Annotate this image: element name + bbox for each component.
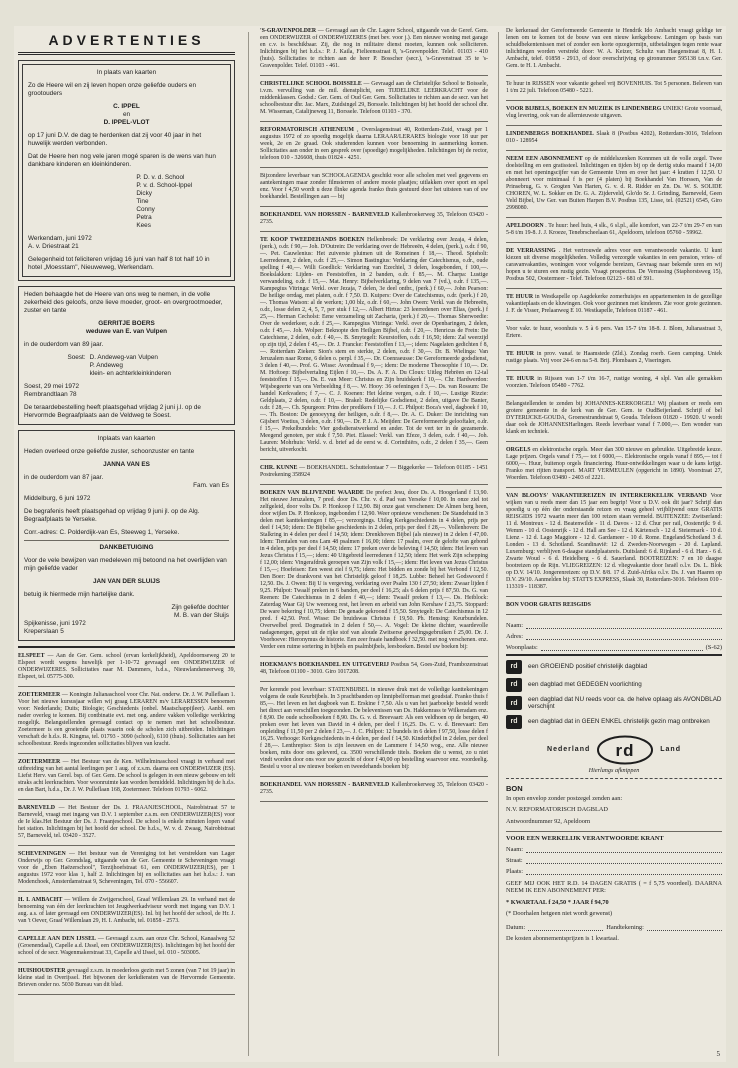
classified-ad (260, 79, 488, 118)
name-field[interactable] (526, 622, 722, 629)
classified-ad (260, 685, 488, 773)
ad-divider (506, 217, 722, 218)
ad-heading: VOOR BIJBELS, BOEKEN EN MUZIEK IS LINDENBERG (506, 106, 662, 112)
coupon-offer: GEEF MIJ OOK HET R.D. 14 DAGEN GRATIS ( = f 5,75 voordeel). DAARNA NEEM IK EEN ABONNEMENT PER: (506, 879, 722, 895)
classified-ad (18, 934, 235, 959)
rd-emblem-icon (596, 735, 654, 765)
page-number: 5 (716, 1050, 720, 1058)
ad-heading: APELDOORN (506, 223, 544, 229)
notice-text: Heden overleed onze geliefde zuster, schoonzuster en tante (24, 448, 195, 455)
coupon-title: BON (506, 783, 523, 793)
city-field[interactable] (541, 644, 703, 651)
ad-text: in Westkapelle op Aagdekerke zomerhuisjes en appartementen in de gezellige vakantieplaats en de kluwingen. Ook voor gezinnen met kinderen. Zie voor grote gezinnen. J. F. de Visser, Prelaanweg E 10. Westkapelle, Telefoon 01187 - 461. (506, 294, 722, 314)
ad-divider (260, 167, 488, 168)
logo-left-text: Nederland (547, 746, 591, 754)
classified-list (18, 651, 235, 995)
form-label: Handtekening: (606, 923, 644, 931)
family-name: Tine (136, 198, 149, 205)
ad-text: — Het Bestuur der Ds. J. FRAANJESCHOOL, Nairobistraat 57 te Barneveld, vraagt met ingang van D.V. 1 september z.s.m. een ONDERWIJZER(ES) voor de Ie klas.Het Bestuur der Ds. J. Fraanjeschool. De school is enkele minuten lopen vanaf het station. Inlichtingen bij het hoofd der school. De h.d.s., W. v. d. Zwaag, Nairobistraat 57, Barneveld, tel. 03420 - 3527. (18, 805, 235, 839)
notice-address: Rembrandtlaan 78 (24, 391, 77, 398)
notice-text: De teraardebestelling heeft plaatsgehad vrijdag 2 juni j.l. op de Hervormde Begraafplaats aan de Veldweg te Soest. (24, 404, 201, 419)
ad-divider (506, 441, 722, 442)
ad-divider (18, 845, 235, 846)
ad-divider (506, 614, 722, 615)
rd-logo-icon: rd (506, 715, 522, 729)
family-name: P. v. d. School-Ippel (136, 182, 193, 189)
ad-divider (260, 121, 488, 122)
notice-place: Spijkenisse, juni 1972 (24, 620, 86, 627)
coupon-name-field[interactable] (526, 846, 722, 853)
form-code: (S-62) (705, 644, 722, 651)
ad-text: — Gevraagd aan de Chr. Lagere School, uitgaande van de Geref. Gem. een ONDERWIJZER of ONDERWIJZERES (met bev. voor j.). Een nieuwe woning met garage en c.v. is beschikbaar. Zij, die nog in militaire dienst moeten, kunnen ook solliciteren. Inlichtingen bij het h.d.s.: P. J. Kaila, Fielieensstraat 8, 's-Gravenpolder. Telef. 01103 - 410 (huis). Sollicitaties te richten aan de heer P. Bosscher (secr.), 's-Gravenstraat 35 te 's-Gravenpolder. Telef. 01103 - 461. (260, 28, 488, 69)
ad-divider (506, 596, 722, 597)
ad-divider (506, 125, 722, 126)
classified-ad (260, 26, 488, 72)
ad-text: — Willem de Zwijgerschool, Graaf Willemlaan 29. In verband met de benoeming van één der leerkrachten tot Jeugdwerkadviseur wordt met ingang van D.V. 1 aug. a.s. of later gevraagd een ONDERWIJZER(ES). Inl. bij het hoofd der school, de Hr. J. van 't Oever, Graaf Willemlaan 29, H. I. Ambacht, tel. 01858 - 2573. (18, 897, 235, 924)
ad-heading: NEEM EEN ABONNEMENT (506, 156, 583, 162)
notice-address: Corr.-adres: C. Polderdijk-van Es, Steeweg 1, Yerseke. (24, 529, 180, 536)
ad-heading: CHR. KUNNE (260, 465, 298, 471)
column-rule (248, 32, 249, 1056)
ad-heading: SCHEVENINGEN (18, 851, 66, 857)
notice-text: Gelegenheid tot feliciteren vrijdag 16 juni van half 8 tot half 10 in hotel „Moesstam", Nieuweweg, Werkendam. (28, 256, 210, 271)
form-label: Naam: (506, 622, 524, 629)
classified-ad (506, 349, 722, 367)
classified-ad (260, 463, 488, 481)
coupon-note: (* Doorhalen hetgeen niet wordt gewenst) (506, 910, 613, 918)
notice-intro: Inplaats van kaarten (97, 435, 156, 442)
ad-heading: TE HUUR (506, 351, 535, 357)
notice-text: De begrafenis heeft plaatsgehad op vrijdag 9 juni jl. op de Alg. Begraafplaats te Yerseke. (24, 508, 200, 523)
ad-divider (506, 150, 722, 151)
ad-divider (506, 370, 722, 371)
ad-text: in prov. vanaf. te Haamstede (Zld.). Zondag roerb. Geen camping. Uniek rustige plaats. Vrij voor 24-6 en na 5-8. Brij. Plombaars 2, Viseringen. (506, 351, 722, 364)
ad-heading: BOEKEN VAN BLIJVENDE WAARDE (260, 490, 364, 496)
classified-ad (506, 129, 722, 147)
form-label: Adres: (506, 633, 524, 640)
ad-heading: ORGELS (506, 447, 531, 453)
coupon-signature-field[interactable] (647, 924, 722, 931)
ad-heading: DE VERRASSING (506, 248, 556, 254)
coupon-line: Antwoordnummer 92, Apeldoorn (506, 818, 591, 825)
notice-text: Voor de vele bewijzen van medeleven mij betoond na het overlijden van mijn geliefde vader (24, 557, 227, 572)
ad-divider (260, 656, 488, 657)
form-label: Datum: (506, 923, 526, 931)
ad-divider (260, 776, 488, 777)
classified-ad (260, 171, 488, 203)
family-name: klein- en achterkleinkinderen (89, 370, 171, 377)
reisgids-form (506, 618, 722, 651)
column-2 (260, 26, 488, 805)
ad-divider (506, 345, 722, 346)
ad-text: gevraagd z.s.m. in moederloos gezin met 5 zonen (van 7 tot 19 jaar) in kleine stad in Overijssel. Het bijwonen der kerkdiensten van de Hervormde Gemeente. Brieven onder no. 5030 Bureau van dit blad. (18, 968, 235, 988)
newspaper-page (14, 26, 726, 1062)
ad-heading: CHRISTELIJKE SCHOOL BOISSELE (260, 81, 362, 87)
classified-ad (260, 488, 488, 653)
ad-heading: BON VOOR GRATIS REISGIDS (506, 602, 591, 608)
ad-divider (506, 242, 722, 243)
ad-heading: REFORMATORISCH ATHENEUM (260, 127, 354, 133)
classified-ad (18, 895, 235, 927)
notice-text: en (122, 111, 131, 118)
classified-ad (18, 757, 235, 796)
ad-text: — Gevraagd z.s.m. aan onze Chr. School, Kanaalweg 52 (Groenendaal), Capelle a.d. IJssel, een ONDERWIJZER(ES). Inlichtingen bij het hoofd der school of de secr. Wagenmakerstraat 33, Capelle a/d IJssel, tel. 010 - 503005. (18, 936, 235, 956)
form-label: Naam: (506, 845, 524, 853)
notice-name: JANNA VAN ES (103, 461, 150, 468)
family-name: Conny (136, 206, 155, 213)
ad-divider (506, 100, 722, 101)
ad-text: UNIEK! Grote voorraad, vlug levering, ook van de allernieuwste uitgaven. (506, 106, 722, 119)
rd-logo-icon: rd (506, 660, 522, 674)
classified-ad (506, 399, 722, 438)
ad-text: Kallenbroekerweg 35, Telefoon 03420 - 2735. (260, 782, 488, 795)
notice-signature: M. B. van der Sluijs (173, 612, 229, 619)
ad-text: , Overslagenstraat 40, Rotterdam-Zuid, vraagt per 1 augustus 1972 of zo spoedig mogelijk daarna LERAAR/LERARES biologie voor 18 uur per week, 2e en 2e graad. Ook studerenden kunnen voor benoeming in aanmerking komen. Sollicitaties aan onder in een gesprek over (spoedige) mogelijkheden. Inlichtingen bij de rector, telefoon 010 - 326608, thuis 01824 - 4251. (260, 127, 488, 161)
ad-text: De kerkeraad der Gereformeerde Gemeente te Hendrik Ido Ambacht vraagt geldige ter lenen om te komen tot de bouw van een nieuw kerkgebouw. Leningen op basis van schuldbekentenissen met of zonder een korte opzegtermijn, uitbetalingen tegen rente waar inlichtingen worden verstrekt door: W. A. Keizer, Schultz van Haegenstraat 8, H. I. Ambacht, telef. 01858 - 2913, of door overschrijving op gironummer 595138 t.n.v. Ger. Gem. te H. I. Ambacht. (506, 28, 722, 69)
ad-text: Te huur in RIJSSEN voor vakantie geheel vrij BOVENHUIS. Tot 5 personen. Beleven van 1 t/m 22 juli. Telefoon 05480 - 5221. (506, 81, 722, 94)
ad-heading: ELSPEET (18, 653, 45, 659)
ad-divider (260, 75, 488, 76)
ad-heading: TE HUUR (506, 294, 534, 300)
coupon-options[interactable]: * KWARTAAL f 24,50 * JAAR f 94,70 (506, 898, 609, 906)
notice-name: GERRITJE BOERS (98, 320, 155, 327)
ad-divider (260, 206, 488, 207)
rd-promo-text: een dagblad met GEDEGEN voorlichting (528, 681, 642, 689)
notice-address: Kreperslaan 5 (24, 628, 64, 635)
ad-text: Belangstellenden te zenden bij JOHANNES-KERKORGEL! Wij plaatsen er reeds een grotere gemeente in de kerk van de Ger. Gem. te OudBeijerland. Schrijf of bel DYTERIJCKE-GOUDA, Groenestrandstraat 9, Gouda. Telefoon 01820 - 19920. U wordt daar ook de JOHANNESHarlingen. Reeds leverbaar vanaf f 7.000,—. Een wonder van klank en techniek. (506, 401, 722, 435)
coupon-line: N.V. REFORMATORISCH DAGBLAD (506, 806, 608, 814)
notice-signature: Zijn geliefde dochter (171, 604, 229, 611)
ad-heading: BOEKHANDEL VAN HORSSEN - BARNEVELD (260, 782, 390, 788)
form-label: Straat: (506, 856, 523, 864)
notice-text: Heden behaagde het de Heere van ons weg te nemen, in de volle zekerheid des geloofs, onze lieve moeder, groot- en overgrootmoeder, zuster en tante (24, 291, 223, 314)
ad-text: Kallenbroekerweg 35, Telefoon 03420 - 2735. (260, 212, 488, 225)
ad-divider (506, 395, 722, 396)
ad-text: in Rijssen van 1-7 t/m 16-7, rustige woning, 4 slpl. Van alle gemakken voorzien. Telefoon 05480 - 7762. (506, 376, 722, 389)
ad-divider (506, 288, 722, 289)
notice-label: Soest: (67, 354, 86, 361)
family-name: Petra (136, 214, 152, 221)
coupon-date-field[interactable] (528, 924, 603, 931)
ad-heading: LINDENBERGS BOEKHANDEL (506, 131, 594, 137)
rd-logo (506, 735, 722, 765)
ad-text: — Koningin Julianaschool voor Chr. Nat. onderw. Dr. J. W. Pulleflaan 1. Voor het nieuwe kursusjaar willen wij graag LERAREN m/v LERARESSEN benoemen voor: Nederlands; Duits; Biologie; Geschiedenis (onbel. Maatschappijleer). Aanbl. een nader overleg te komen. Bij contbinatie evt. met ong. andere vakken volledige werkkring mogelijk. Belangstellenden gevraagd contact op te nemen met het schoolbestuur. Zoetermeer is een groeiende plaats waarin ook de scholen zich uitbreiden. Inlichtingen verschaft de h.d.s. R. Kingma, tel. 01793 - 3090 (school), 6110 (thuis). Sollicitaties aan het schoolbestuur. Reeds ingezonden sollicitaties blijven van kracht. (18, 692, 235, 747)
ad-text: Voor wijken van u reeds meer dan 15 jaar een begrip! Voor u D.V. ook dit jaar? Schrijf dan spoedig u op één der onderstaande reizen en vraag geheel vrijblijvend onze GRATIS REISGIDS 1972 waarin meer dan 100 reizen staan vermeld. BUITENZEE: Zwitserland: 11 d. Montreux - 12 d. Beatenwilde - 11 d. Davos - 12 d. Chur per rail, Oostenrijk: 9 d. Wemm - 10 d. Oostenrijk - 12 d. Hall am See - 12 d. Kärtensch - 12 d. Steiermark - 10 d. Lienz - 12 d. Lago Maggiore - 12 d. Gardameer - 10 d. Rome. Engeland/Schotland 3 d. Londen - 13 d. Schotland. Scandinavië: 12 d. Zweden-Noorwegen - 20 d. Lapland. Luxemburg: verblijven 6-daagse standplaatsreis. Duitsland: 6 d. Rijnland - 6 d. Harz - 6 d. Zwarte Woud - 6 d. Heidelberg - 6 d. Sauerland. BOOTREIZEN: 7 en 10 daagse bootreizen op de Rijn. VLIEGREIZEN: 12 d. vliegvakantie door Israël o.l.v. Ds. L. Blok op D.V. 14/10. Jongerenreizen: op D.V. 8/8. 17 d. Zuid-Afrika o.l.v. Ds. J. van Haaren op D.V. 29/10. Aanmelden bij: STATTS EXPRESS, Slaak 30, Rotterdam-3016. Telefoon 010 - 113319 - 118387. (506, 493, 722, 590)
classified-ad (506, 154, 722, 214)
rd-promo-text: een dagblad dat in GEEN ENKEL christelijk gezin mag ontbreken (528, 718, 710, 726)
rd-promo (506, 660, 722, 774)
ad-text: en elektronische orgels. Meer dan 300 nieuwe en gebruikte. Uitgebreide keuze. Lage prijzen. Orgels vanaf f 75,— tot f 6000,—. Elektronische orgels vanaf f 895,— tot f 6000,—. Huur, buitenop orgels financiering. Huur-ontwikkelingen waar u de kans krijgt. Franko met rijtten transport. MART VERMEULEN (opgericht in 1890). Voorstraat 27, Woerden. Telefoon 03480 - 2403 of 2221. (506, 447, 722, 481)
classified-ad (506, 292, 722, 317)
subscription-coupon (506, 784, 722, 945)
ad-heading: HUISHOUDSTER (18, 968, 66, 974)
cut-line-caption: Hierlangs afknippen (588, 766, 640, 774)
section-masthead: ADVERTENTIES (18, 26, 235, 55)
family-name: Dicky (136, 190, 152, 197)
notice-place: Soest, 29 mei 1972 (24, 383, 80, 390)
notice-text: op 17 juni D.V. de dag te herdenken dat zij voor 40 jaar in het huwelijk werden verbonden. (28, 132, 202, 147)
ad-heading: 'S-GRAVENPOLDER (260, 28, 317, 34)
classified-list (260, 26, 488, 802)
notice-place: Middelburg, 6 juni 1972 (24, 495, 91, 502)
ad-text: De prefect Jesu, door Ds. A. Hoogerland f 13,90. Het nieuwe Jeruzalem, 7 pred. door Ds. Chr. v. d. Pad van Yerseke f 10,00. In onze ziel tot zelfgeleid, door volts Ds. P. Honkoop f 12,90. Bij onze gast verschenen: De Almen berg heen, door wijlen Ds. P. Honkoop, ingebonden f 12,90. Weer opnieuw verschenen: De Standehuid in 3 delen met kanttekeningen f 85,—; verzorgings. Uitleg Kerkgeschiedenis in 4 delen, prijs per deel f 14,50; idem: De Bijbelse geschiedenis in 2 delen, prijs per deel f 28,—. Vollenhoven: De Stalkring in 4 delen per deel f 14,50; idem: Drenkhoven Bijbel (als nieuwe) in 2 delen f 47,00. Idem: Tientalen van ons Lam 48 psalmen f 16,00; idem: 17 psalm, over de gelofte van gebond in 4 delen, prijs per deel f 14,50; idem: 17 preken over de beleving f 14,50; idem: Het leven van Jezus Christus f 15,—; idem: 40 Uitgebreid leerredenen f 12,50; idem: Het werk Zijn schepping f 12,00; idem: Vingerafdruk geroepen van Zijn volk f 15,—; idem: Het leven van Jezus Christus f 15,—; Hoefeisen: Een weest ziel f 9,75; idem: Het bidden en zonde bij het Verbond f 12,50. Den Boer: De drankvorst van het Christelijk geloof f 18,25. Lubbe: Beheel het Godswoord f 12,50. Ds. J. Owen: Bij U is vergeving, verklaring over Psalm 130 f 27,50; idem: Zwaar lijden f 9,25. Philpot: Twaalf preken in 6 banden, per deel f 16,25; als 6 delen prijs f 87,50. Ds. G. van Reenen: De Catechismus in 2 delen f 40,—; idem: Twaalf preken f 13,—. Ds. Heiblock: Zaterdag Waar Gij Uw weenoeg rest, het leven en arbeid van John Kershaw f 23,75. Stoppard: De ware bekering f 10,75; idem: De genade gekroond f 15,50. Smytegelt: De Catechismus in 12 pred. f 42,50. Prof. Wisse: De bruidswas Christus f 19,50. Ph. Hensing: Keurbundelen. Overwelbel pred. Dogmatiek in 2 delen f 50,—. A. Vogel: De kleine dichter, waardevolle nadagenergen, geput uit de rijke stof van aloude Zwitserse gewelingsgebruiken f 25,00. Dr. J. Voorhoeve: Hieronymus de historie. Een zeer fraaie handboek f 32,50. met nog verschenen. enz. Verder een ruime sortering in bijbels en psalmbijbels, leesboeken. Bestel uw boeken bij: (260, 490, 488, 650)
classified-ad (506, 600, 722, 611)
notice-van-es (18, 430, 235, 641)
classified-ad (260, 235, 488, 456)
classified-ad (260, 660, 488, 678)
ad-text: Postbus 54, Goes-Zuid, Frambozenstraat 48, Telefoon 01100 - 3010. Giro 1017208. (260, 662, 488, 675)
ad-divider (18, 891, 235, 892)
ad-divider (260, 459, 488, 460)
ad-divider (18, 930, 235, 931)
classified-ad (260, 210, 488, 228)
classified-ad (260, 125, 488, 164)
ad-heading: H. I. AMBACHT (18, 897, 63, 903)
rd-logo-icon: rd (506, 696, 522, 710)
column-rule (498, 32, 499, 1056)
ad-heading: BARNEVELD (18, 805, 55, 811)
notice-title: DANKBETUIGING (99, 544, 154, 551)
coupon-line: In open envelop zonder postzegel zenden aan: (506, 794, 623, 802)
coupon-city-field[interactable] (526, 868, 722, 875)
family-name: P. D. v. d. School (136, 174, 185, 181)
ad-divider (506, 320, 722, 321)
notice-text: Dat de Heere hen nog vele jaren mogé sparen is de wens van hun dankbare kinderen en kleinkinderen. (28, 153, 216, 168)
ad-text: op de middelszenken Konnmen uit de volle zegel. Twee doelstelling en een gratissteel. Inlichtingen en tijden bij op de dertig stuks maand f 14,00 en met het openingscijfer van de Gemeente Uren en over het jaar: 4 kratten f 12,50. U abonneert voor minimaal f is per (4 platen) bij Boekhandel Van Horssen, Van de Prinsebrug, G. v. Grogten Van Harten, G. v. d. R. Ridder en Zn. Ds. W. S. SOLIDE CHOREN, W. L. Sokker en Dr. G. A. Zijderveld, Glo'do Sr. J. Grinding, Barneveld, Geen Veld Bijbel, Uw Ger. van Buiten Harpen B.V. Postbus 135, Lisse, tel. (02521) 6545, Giro 2998080. (506, 156, 722, 211)
family-name: Kees (136, 222, 151, 229)
ad-heading: CAPELLE AAN DEN IJSSEL (18, 936, 96, 942)
notice-name: JAN VAN DER SLUIJS (93, 578, 160, 585)
family-name: Fam. van Es (193, 482, 229, 489)
classified-ad (506, 79, 722, 97)
ad-divider (506, 487, 722, 488)
family-name: D. Andeweg-van Vulpen (89, 354, 158, 361)
classified-ad (18, 690, 235, 750)
ad-text: Bijzondere leverbaar van SCHOOLAGENDA geschikt voor alle scholen met veel gegevens en aantekeningen maar zonder filmsterren of andere mooie plaatjes; uitlakken over sport en spel enz. Voor f 4,50 wordt u deze flinke agenda franko thuis gestuurd door het uitsteen van of uw boekhandel. Bestellingen aan — bij (260, 173, 488, 200)
classified-ad (18, 651, 235, 683)
notice-subname: weduwe van E. van Vulpen (85, 328, 168, 335)
form-label: Woonplaats: (506, 644, 538, 651)
ad-divider (18, 686, 235, 687)
ad-text: Voor vakr. te huur, woonhuis v. 5 à 6 pers. Van 15-7 t/m 18-8. J. Blom, Julianastraat 3, Ertere. (506, 326, 722, 339)
classified-ad (506, 104, 722, 122)
logo-right-text: Land (660, 746, 681, 754)
classified-ad (506, 491, 722, 593)
ad-text: . Te huur: heel huis, 4 slk., 6 sl.pl., alle komfort, van 22-7 t/m 29-7 en van 5-8 t/m 19-8. J. J. Kroeze, Tenebrscheelaan 61, Apeldoorn, telefoon 05760 - 59962. (506, 223, 722, 236)
notice-name: D. IPPEL-VLOT (103, 119, 150, 126)
classified-ad (18, 966, 235, 991)
ad-heading: VAN BLOOYS' VAKANTIEREIZEN IN INTERKERKELIJK VERBAND (506, 493, 707, 499)
ad-text: — Aan de Ger. Gem. school (ervan kerkelijkheid), Apeldoornseweg 20 te Elspeet wordt wegens huwelijk per 1-10-'72 gevraagd een ONDERWIJZER of ONDERWIJZERES. Sollicitaties naar M. Dammers, h.d.s., Nieuwlandsmeerweg 39, Elspeet, tel. 05775-300. (18, 653, 235, 680)
ad-divider (260, 681, 488, 682)
notice-text: in de ouderdom van 87 jaar. (24, 474, 104, 481)
notice-ippel (18, 60, 235, 281)
ad-heading: BOEKHANDEL VAN HORSSEN - BARNEVELD (260, 212, 390, 218)
ad-heading: HOEKMAN'S BOEKHANDEL EN UITGEVERIJ (260, 662, 389, 668)
ad-divider (260, 801, 488, 802)
column-3 (506, 26, 722, 945)
ad-divider (18, 799, 235, 800)
classified-ad (506, 445, 722, 484)
classified-ad (506, 221, 722, 239)
form-label: Plaats: (506, 867, 524, 875)
notice-boers (18, 286, 235, 425)
address-field[interactable] (526, 633, 722, 640)
ad-text: — BOEKHANDEL. Schuttelontaar 7 — Biggekerke — Telefoon 01185 - 1451 Postrekening 358924 (260, 465, 488, 478)
ad-text: — Het bestuur van de Vereniging tot het verstrekken van Lager Onderwijs op Ger. Grondslag, uitgaande van de Ger. Gemeente te Scheveningen vraagt voor de „Eben Haëzerschool", Terzijhoefstraat 61, een ONDERWIJZER(ES), per 1 augustus 1972 voor klas 1, half 2. Inlichtingen bij en sollicitaties aan het h.d.s.: J. van Modenchoek, Amsterdamstraat 9, Scheveningen, Tel. 070 - 556607. (18, 851, 235, 885)
ad-divider (18, 994, 235, 995)
ad-text: — Gevraagd aan de Christelijke School te Boissele, i.v.m. vervulling van de mil. dienstplicht, een TIJDELIJKE LEERKRACHT voor de middenklassen. Godsd.: Ger. Gem. of Oud Ger. Gem. Sollicitaties te richten aan de secr. van het schoolbestuur dhr. Jac. Marx, Zuidsingel 29, Borssele. Inlichtingen bij het hoofd der school dhr. M. Wisseman, Catalijneweg 11, Borssele. Telefoon 01103 - 370. (260, 81, 488, 115)
ad-heading: TE KOOP TWEEDEHANDS BOEKEN (260, 237, 365, 243)
column-1 (18, 26, 235, 998)
classified-ad (506, 26, 722, 72)
ad-text: . Het vertrouwde adres voor een verantwoorde vakantie. U kunt kiezen uit diverse mogelijkheden. Volledig verzorgde vakanties in een pension, vries- of caravanvakanties, woningen voor volgende bereizen, Gevraag naar bekende uren en wij hopen u te sturen een rustig gezin. Vraagt prospectus. De Verrassing (Staphorstsweg 15), Postbus 502, Oostermeer - Telef. Telefoon 02123 - 681 of 591. (506, 248, 722, 282)
notice-intro: In plaats van kaarten (96, 69, 157, 76)
ad-heading: TE HUUR (506, 376, 535, 382)
notice-address: A. v. Driestraat 21 (28, 243, 79, 250)
coupon-street-field[interactable] (526, 857, 722, 864)
logo-mark: rd (615, 740, 635, 760)
rd-promo-text: een dagblad dat NU reeds voor ca. de helve oplaag als AVONDBLAD verschijnt (528, 696, 722, 711)
ad-divider (506, 75, 722, 76)
classified-list (506, 26, 722, 615)
classified-ad (506, 246, 722, 285)
rd-logo-icon: rd (506, 678, 522, 692)
rd-promo-text: een GROEIEND positief christelijk dagblad (528, 663, 648, 671)
notice-name: C. IPPEL (113, 103, 140, 110)
notice-text: in de ouderdom van 89 jaar. (24, 341, 104, 348)
ad-heading: ZOETERMEER (18, 692, 61, 698)
ad-divider (260, 484, 488, 485)
classified-ad (18, 849, 235, 888)
classified-ad (506, 374, 722, 392)
classified-ad (18, 803, 235, 842)
coupon-heading: VOOR EEN WERKELIJK VERANTWOORDE KRANT (506, 834, 664, 842)
classified-ad (260, 780, 488, 798)
ad-text: Slaak 8 (Postbus 4202), Rotterdam-3016, Telefoon 010 - 128954 (506, 131, 722, 144)
notice-text: betuig ik hiermede mijn hartelijke dank. (24, 591, 135, 598)
ad-text: Per kerende post leverbaar: STATENBIJBEL in nieuwe druk met de volledige kanttekeningen volgens de oude Keurbijbels. In 3 prachtbanden op linnipbelforman met goudstaf. Franko thuis f 85,—. Het leven en het dagboek van E. Erskine f 7,50. Als u van het jaarboekje besteld wordt het direct aan verschillen toegezonden. De belevenissen van Ds. Hakkenrass te Wilkeradam enz. f 8,90. De oude schoolboeken f 8,90. Ds. G. v. d. Breevaart: Als een veldhoen op de bergen, 40 preken over het leven van David in 4 delen, per deel f 16,25. Ds. C. v. d. Breevaart: Een onpleiding f 11,50 per 2 delen f 23,—. J. C. Philpot: 12 bundels in 6 delen f 97,50, losse delen f 16,25. Verhooge: Kerkgeschiedenis in 4 delen, per deel f 14,50. Kinderbijbel in 2 delen, per deel f 28,—. Lenthrepiso: Sion is zijn leeuwen en de Lammere f 14,50 wog., enz. Alle nieuwe boeken, mits door ons geleverd, ca. 3500 verschillende titels. Boeken die u wenst, zo u niet vindt worden door ons voor uw gezocht of door f 40,00 op bestelling waarvoor enz. voordeelig. Bestel u voor al uw nieuwe boeken en tweedehands boeken bij: (260, 687, 488, 770)
ad-divider (260, 231, 488, 232)
ad-text: Hellenbroek: De verklaring over Jezaja, 4 delen, (perk.), o.dr. f 90,— Joh. D'Outrein: De verklaring over de Hebreeën, 4 delen, (perk.), o.dr. f 90,—. Pet. Cauwlenius: Het zuiverste pluimen uit de Romeinen f 18,—. Theod. Spieholt: Leerredenen, 2 delen, o.dr. f 25,—. Simon Bastingius: Verklaring der Catechismus, o.dr., oude spelling f 40,—. Willi Goedlick: Verklaring van Ezechiel, 3 delen, losgebonden, f 100,—. Boekslakken: Lijden- en Feeststoffen, in 2 banden, o.dr. f 85,—. M. Charpa: Lustige verwandeling, o.dr. f 15,—. Mat. Henry: Bijbelverklaring, 9 delen van 7 (vd.), o.dr. f 135,—. Kampegius Vitringa: Verkl. over Jezaja, 7 delen, 3e deel ontbr., (perk.) f 60,—. John Pearson: De heilige orrdag, met platen, o.dr. f 7,50. D. Kuipers: Over de Catechismus, o.dr. (perk.) f 20,—. Thomas Watson: al de werken; 1,00 blz, o.dr. f 60,—. John Owen: Verkl. van de Hebreeën, o.dr., losse delen 2, 4, 5, 7, per stuk f 12,—. Albert Hirtus: 23 leerredenen over Elias, (perk.) f 25,—. Herman Cecholst: Eene verzameling uit Zacharia, (perk.) f 20,—. Thomas Sherwoedie: Over de wederkeer, o.dr. f 25,—. Kampegius Vitringa: Verkl. over de Openbaringen, 2 delen, o.dr. f 45,—. Joh. Wolper: Beknopte den Heiligen Bijbel, o.dr. f 20,—. Henricus de Frein: De Catechisme, 2 delen, o.dr. f 40,—. B. Smytegelt: Keurstoffen, o.dr. f 16,50; idem: Zal weerzijd op zijn tijd, 2 delen f 45,—. Dr. J. Francke: Feeststoffen f 13,—; idem: Nagelaten gedichten f 8,—. Rotterdam Zieken: Sion's stem en sterkte, 2 delen, o.dr. f 30,—. Dr. B. Wielinga: Van Jeruzalem naar Rome, 6 delen o. perpl. f 35,—. Dr. Coenraeusse: De Gereformeerde godsdienst, 3 delen f 40,—. Prof. G. Wisse: Avondmaal f 9,—; idem: De moderne Theosophie f 10,—. Dr. M. Hoftoep: Bijbelvertaling Eijlen f 10,—. Ds. A. F. A. Du Cloux: Uitleg Hebrëen en 12-tal feeststoffen f 15,—. Ds. E. van Meer: Christus en Zijn bruidskerk f 10,—. Chr. Hardwerdon: Wijsbegeerte van ons Verbeelding f 8,—. W. Hooy: 36 oefeningen f 3,—. Ds. van Rossum: De handel Kerkvaders; f 7,—. C. J. Koenen: Het kleine vergen, o.dr. f 10,—. Lustige Rizzie: Geldplaats, 2 delen, o.dr. f 10,—. Brakel: Redelijke Godsdienst, 2 delen, uitgave De Banier, o.dr. f 28,—. Ch. Spurgeon: Prins der predikers f 10,—. J. C. Philpot: Boca's veel, dagboek f 10,—. Th. Boston: De genoeyyng der heiligen, o.dr. f 8,—. Dr. A. C. Duker: De inrichting van Gijsbert Voetius, 3 delen, o.dr. f 90,—. Dr. P. J. A. Meijden: De Gereformeerde gelooftaler, o.dr. f 15,—. Prekelbundels: Vier godsdienstwerkend en ander. Tot de vert ter in de gezamerde. Meegend genoten, per stuk f 7,50. Piet. Elassel: Verkl. van Efeze, 3 delen, o.dr. f 40,—. Joh. Lauren: Mohrhuis: Verkl. v. d. brief ad de eerst w. d. Corinthiërs, o.dr., 2 delen f 35,—. Geen bericht, uitverkocht. (260, 237, 488, 453)
family-name: P. Andeweg (89, 362, 123, 369)
coupon-footer: De kosten abonnementsprijzen is 1 kwartaal. (506, 934, 619, 942)
classified-ad (506, 324, 722, 342)
ad-heading: ZOETERMEER (18, 759, 61, 765)
ad-divider (18, 753, 235, 754)
notice-place: Werkendam, juni 1972 (28, 235, 92, 242)
ad-text: — Het Bestuur van de Ken. Wilhelminaschool vraagt in verband met uitbreiding van het aantal leerlingen per 1 aug. of z.s.m. daarna een ONDERWIJZER (ES). Liefst Herv. van Gerel. bsp. of Ger. Gem. De school is gelegen in een nieuw gebouw en telt straks acht leerkrachten. Voor woonruimte kan worden bemiddeld. Inlichtingen bij de h.d.s. en dan Bart, h.d.s., Dr. J. W. Pulleflaan 168, Zoetermeer. Telefoon 01793 - 6062. (18, 759, 235, 793)
ad-divider (18, 962, 235, 963)
notice-text: Zo de Heere wil en zij leven hopen onze geliefde ouders en grootouders (28, 82, 197, 97)
